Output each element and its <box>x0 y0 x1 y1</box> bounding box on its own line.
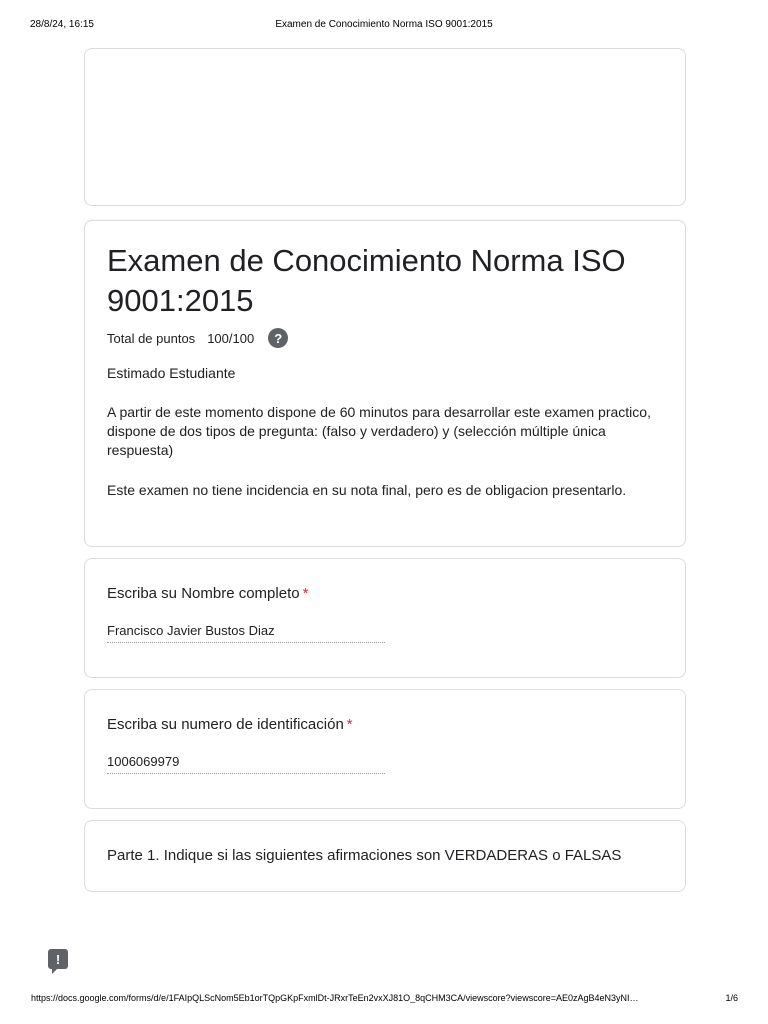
print-header <box>0 19 768 33</box>
question-text: Escriba su Nombre completo <box>107 585 300 602</box>
required-asterisk: * <box>346 716 353 733</box>
form-title-card <box>84 220 686 547</box>
help-icon[interactable]: ? <box>268 328 288 348</box>
name-answer-field[interactable]: Francisco Javier Bustos Diaz <box>107 621 385 643</box>
print-footer <box>0 993 768 1007</box>
id-answer-field[interactable]: 1006069979 <box>107 752 385 774</box>
header-banner <box>84 48 686 206</box>
page-number: 1/6 <box>725 993 738 1003</box>
description-greeting: Estimado Estudiante <box>107 365 236 381</box>
question-card-name <box>84 558 686 678</box>
print-title: Examen de Conocimiento Norma ISO 9001:2015 <box>275 19 493 30</box>
description-instructions: A partir de este momento dispone de 60 minutos para desarrollar este examen practico, dispone de dos tipos de pregunta: (falso y verdadero) y (selección múltiple única respuesta) <box>107 404 651 458</box>
question-card-id <box>84 689 686 809</box>
section-header-card <box>84 820 686 892</box>
points-label: Total de puntos <box>107 330 196 346</box>
form-title: Examen de Conocimiento Norma ISO 9001:2015 <box>107 243 626 318</box>
question-text: Escriba su numero de identificación <box>107 716 344 733</box>
page-url[interactable]: https://docs.google.com/forms/d/e/1FAIpQLScNom5Eb1orTQpGKpFxmlDt-JRxrTeEn2vxXJ81O_8qCHM3CA/viewscore?viewscore=AE0zAgB4eN3yNI… <box>31 993 639 1003</box>
print-datetime: 28/8/24, 16:15 <box>30 19 94 30</box>
required-asterisk: * <box>302 585 309 602</box>
description-note: Este examen no tiene incidencia en su nota final, pero es de obligacion presentarlo. <box>107 482 627 498</box>
total-points <box>107 327 288 349</box>
report-issue-icon[interactable]: ! <box>48 949 68 969</box>
question-label <box>107 585 308 602</box>
section-title: Parte 1. Indique si las siguientes afirmaciones son VERDADERAS o FALSAS <box>107 847 622 864</box>
points-value: 100/100 <box>207 330 255 346</box>
question-label <box>107 716 353 733</box>
